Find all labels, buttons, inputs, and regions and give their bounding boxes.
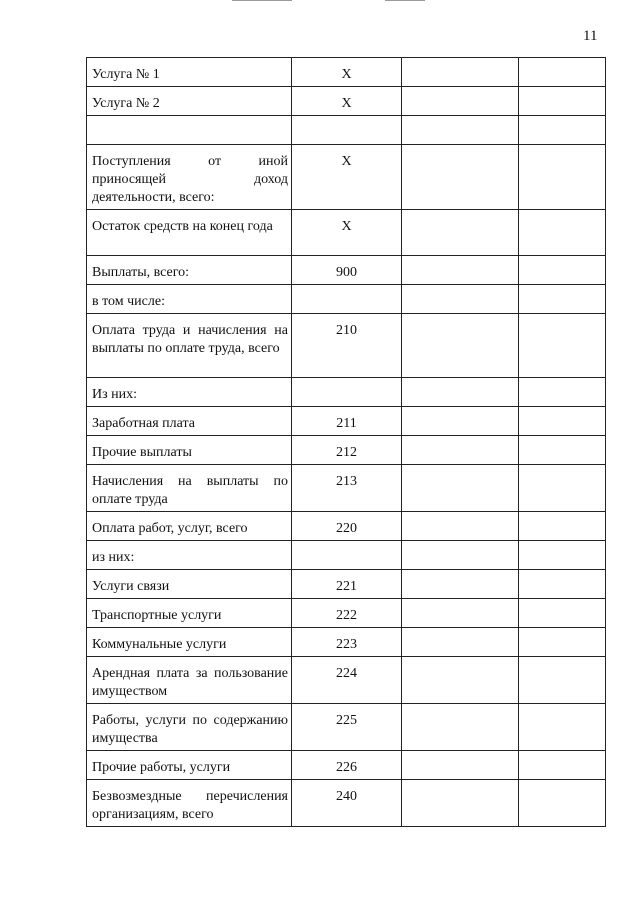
value-cell [519, 407, 606, 436]
row-name-cell: Услуги связи [87, 570, 292, 599]
row-code-cell: Х [292, 87, 402, 116]
value-cell [519, 58, 606, 87]
value-cell [519, 256, 606, 285]
row-name-cell: Работы, услуги по содержанию имущества [87, 704, 292, 751]
value-cell [519, 657, 606, 704]
table-row [87, 541, 606, 570]
financial-plan-table [86, 57, 606, 827]
value-cell [519, 145, 606, 210]
value-cell [519, 116, 606, 145]
table-row [87, 285, 606, 314]
page-number: 11 [583, 28, 598, 44]
table-row [87, 628, 606, 657]
row-code-cell: 224 [292, 657, 402, 704]
table-row [87, 704, 606, 751]
value-cell [519, 599, 606, 628]
row-name-cell: Прочие выплаты [87, 436, 292, 465]
table-row [87, 87, 606, 116]
row-code-cell [292, 541, 402, 570]
value-cell [402, 116, 519, 145]
table-row [87, 436, 606, 465]
value-cell [402, 256, 519, 285]
row-code-cell: 226 [292, 751, 402, 780]
row-code-cell: 222 [292, 599, 402, 628]
row-name-cell: в том числе: [87, 285, 292, 314]
value-cell [519, 465, 606, 512]
row-code-cell: Х [292, 210, 402, 256]
row-name-cell: Оплата работ, услуг, всего [87, 512, 292, 541]
value-cell [402, 210, 519, 256]
value-cell [402, 378, 519, 407]
value-cell [519, 570, 606, 599]
value-cell [519, 751, 606, 780]
value-cell [402, 541, 519, 570]
value-cell [402, 780, 519, 827]
row-code-cell [292, 285, 402, 314]
scan-edge-mark [385, 0, 425, 1]
value-cell [402, 628, 519, 657]
value-cell [402, 657, 519, 704]
table-row [87, 570, 606, 599]
value-cell [402, 58, 519, 87]
value-cell [519, 704, 606, 751]
table-row [87, 378, 606, 407]
row-code-cell: 212 [292, 436, 402, 465]
table-row [87, 780, 606, 827]
row-name-cell: Безвозмездные перечисления организациям, всего [87, 780, 292, 827]
row-name-cell: из них: [87, 541, 292, 570]
row-code-cell: 210 [292, 314, 402, 378]
value-cell [402, 512, 519, 541]
value-cell [519, 436, 606, 465]
row-code-cell [292, 116, 402, 145]
row-name-cell: Прочие работы, услуги [87, 751, 292, 780]
row-code-cell: 211 [292, 407, 402, 436]
row-name-cell: Начисления на выплаты по оплате труда [87, 465, 292, 512]
row-code-cell [292, 378, 402, 407]
value-cell [402, 407, 519, 436]
table-row [87, 58, 606, 87]
value-cell [519, 314, 606, 378]
row-name-cell [87, 116, 292, 145]
table-row [87, 314, 606, 378]
row-code-cell: 213 [292, 465, 402, 512]
value-cell [402, 599, 519, 628]
row-code-cell: 225 [292, 704, 402, 751]
table-row [87, 116, 606, 145]
value-cell [402, 465, 519, 512]
table-row [87, 599, 606, 628]
value-cell [402, 570, 519, 599]
row-name-cell: Поступления от иной приносящей доход деятельности, всего: [87, 145, 292, 210]
value-cell [402, 314, 519, 378]
table-row [87, 210, 606, 256]
value-cell [519, 628, 606, 657]
value-cell [402, 436, 519, 465]
value-cell [402, 285, 519, 314]
row-name-cell: Арендная плата за пользование имуществом [87, 657, 292, 704]
value-cell [402, 87, 519, 116]
row-code-cell: 220 [292, 512, 402, 541]
value-cell [402, 704, 519, 751]
row-code-cell: Х [292, 58, 402, 87]
row-name-cell: Оплата труда и начисления на выплаты по оплате труда, всего [87, 314, 292, 378]
value-cell [519, 512, 606, 541]
row-code-cell: 240 [292, 780, 402, 827]
value-cell [402, 145, 519, 210]
row-code-cell: 221 [292, 570, 402, 599]
table-row [87, 657, 606, 704]
row-name-cell: Услуга № 2 [87, 87, 292, 116]
value-cell [519, 210, 606, 256]
scan-edge-mark [232, 0, 292, 1]
table-row [87, 512, 606, 541]
row-name-cell: Транспортные услуги [87, 599, 292, 628]
table-row [87, 145, 606, 210]
row-name-cell: Услуга № 1 [87, 58, 292, 87]
row-code-cell: Х [292, 145, 402, 210]
value-cell [519, 285, 606, 314]
row-name-cell: Из них: [87, 378, 292, 407]
value-cell [519, 87, 606, 116]
value-cell [519, 378, 606, 407]
value-cell [519, 541, 606, 570]
table-row [87, 407, 606, 436]
table-row [87, 465, 606, 512]
row-name-cell: Заработная плата [87, 407, 292, 436]
row-code-cell: 223 [292, 628, 402, 657]
value-cell [519, 780, 606, 827]
row-name-cell: Остаток средств на конец года [87, 210, 292, 256]
row-code-cell: 900 [292, 256, 402, 285]
value-cell [402, 751, 519, 780]
row-name-cell: Выплаты, всего: [87, 256, 292, 285]
row-name-cell: Коммунальные услуги [87, 628, 292, 657]
table-row [87, 751, 606, 780]
table-row [87, 256, 606, 285]
